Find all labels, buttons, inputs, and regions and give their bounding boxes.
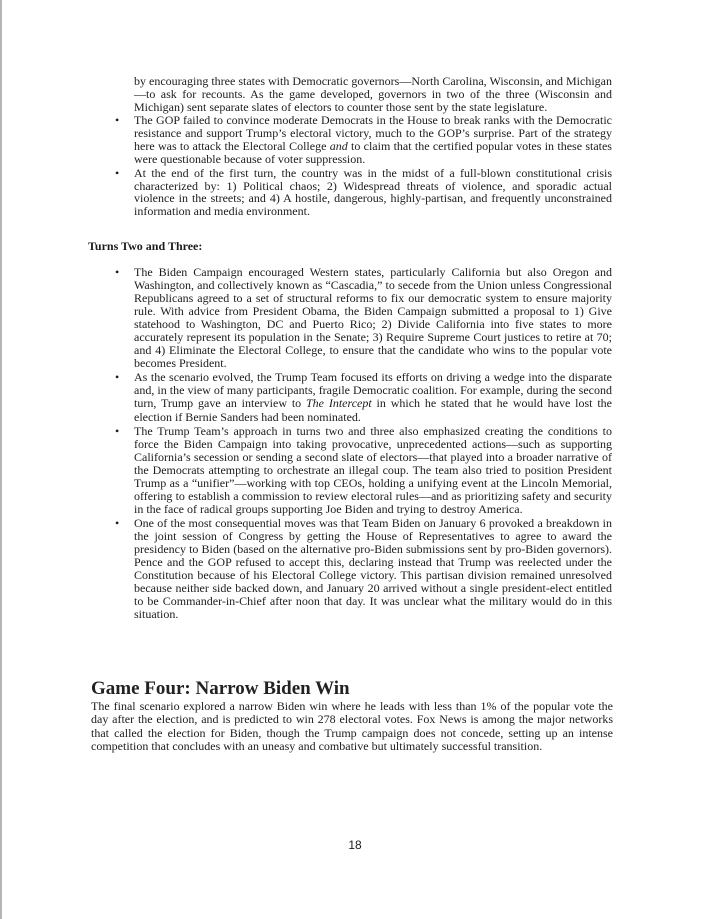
list-item	[115, 515, 612, 622]
section-heading-game-four: Game Four: Narrow Biden Win	[91, 678, 350, 699]
list-item	[115, 265, 612, 371]
list-item-emphasis: and	[329, 138, 348, 153]
list-item-emphasis: The Intercept	[306, 396, 372, 411]
list-item-text-tail: to claim that the certified popular votes in these states were questionable because of voter suppression.	[134, 138, 612, 166]
list-item-text: As the scenario evolved, the Trump Team focused its efforts on driving a wedge into the disparate and, in the view of many participants, fragile Democratic coalition. For example, during the second turn, Trump gave an interview to	[134, 370, 612, 411]
game-four-paragraph: The final scenario explored a narrow Biden win where he leads with less than 1% of the popular vote the day after the election, and is predicted to win 278 electoral votes. Fox News is among the major networks that called the election for Biden, though the Trump campaign does not concede, setting up an intense competition that concludes with an uneasy and combative but ultimately successful transition.	[91, 699, 613, 753]
list-item	[115, 423, 612, 516]
list-item-text: The GOP failed to convince moderate Democrats in the House to break ranks with the Democratic resistance and support Trump’s electoral victory, much to the GOP’s surprise. Part of the strategy here was to attack the Electoral College	[134, 113, 612, 153]
list-item	[115, 113, 612, 166]
list-item-text: One of the most consequential moves was that Team Biden on January 6 provoked a breakdown in the joint session of Congress by getting the House of Representatives to agree to award the presidency to Biden (based on the alternative pro-Biden submissions sent by pro-Biden governors). Pence and the GOP refused to accept this, declaring instead that Trump was reelected under the Constitution because of his Electoral College victory. This partisan division remained unresolved because neither side backed down, and January 20 arrived without a single president-elect entitled to be Commander-in-Chief after noon that day. It was unclear what the military would do in this situation.	[134, 515, 612, 622]
list-item	[115, 370, 612, 424]
bullet-icon: •	[115, 515, 120, 530]
list-item-text: At the end of the first turn, the country was in the midst of a full-blown constitutional crisis characterized by: 1) Political chaos; 2) Widespread threats of violence, and sporadic actual violence in the streets; and 4) A hostile, dangerous, highly-partisan, and frequently unconstrained information and media environment.	[134, 165, 612, 219]
intro-paragraph: by encouraging three states with Democratic governors—North Carolina, Wisconsin, and Michigan—to ask for recounts. As the game developed, governors in two of the three (Wisconsin and Michigan) sent separate slates of electors to counter those sent by the state legislature.	[134, 74, 612, 114]
page-number: 18	[348, 838, 362, 852]
bullet-list-turn-one	[115, 113, 612, 219]
list-item-text: The Trump Team’s approach in turns two and three also emphasized creating the conditions to force the Biden Campaign into taking provocative, unprecedented actions—such as supporting California’s secession or sending a second slate of electors—that played into a broader narrative of the Democrats attempting to orchestrate an illegal coup. The team also tried to position President Trump as a “unifier”—working with top CEOs, holding a unifying event at the Lincoln Memorial, offering to establish a commission to review electoral rules—and as prioritizing safety and security in the face of radical groups supporting Joe Biden and trying to destroy America.	[134, 423, 612, 516]
bullet-icon: •	[115, 370, 120, 385]
bullet-list-turns-two-three	[115, 265, 612, 622]
list-item-text-tail: in which he stated that he would have lost the election if Bernie Sanders had been nominated.	[134, 396, 612, 424]
section-heading-turns: Turns Two and Three:	[88, 239, 203, 253]
bullet-icon: •	[115, 165, 120, 180]
list-item-text: The Biden Campaign encouraged Western states, particularly California but also Oregon and Washington, and collectively known as “Cascadia,” to secede from the Union unless Congressional Republicans agreed to a set of structural reforms to fix our democratic system to ensure majority rule. With advice from President Obama, the Biden Campaign submitted a proposal to 1) Give statehood to Washington, DC and Puerto Rico; 2) Divide California into five states to more accurately represent its population in the Senate; 3) Require Supreme Court justices to retire at 70; and 4) Eliminate the Electoral College, to ensure that the candidate who wins to the popular vote becomes President.	[134, 265, 612, 371]
bullet-icon: •	[115, 423, 120, 438]
bullet-icon: •	[115, 113, 120, 127]
list-item	[115, 165, 612, 219]
bullet-icon: •	[115, 265, 120, 279]
